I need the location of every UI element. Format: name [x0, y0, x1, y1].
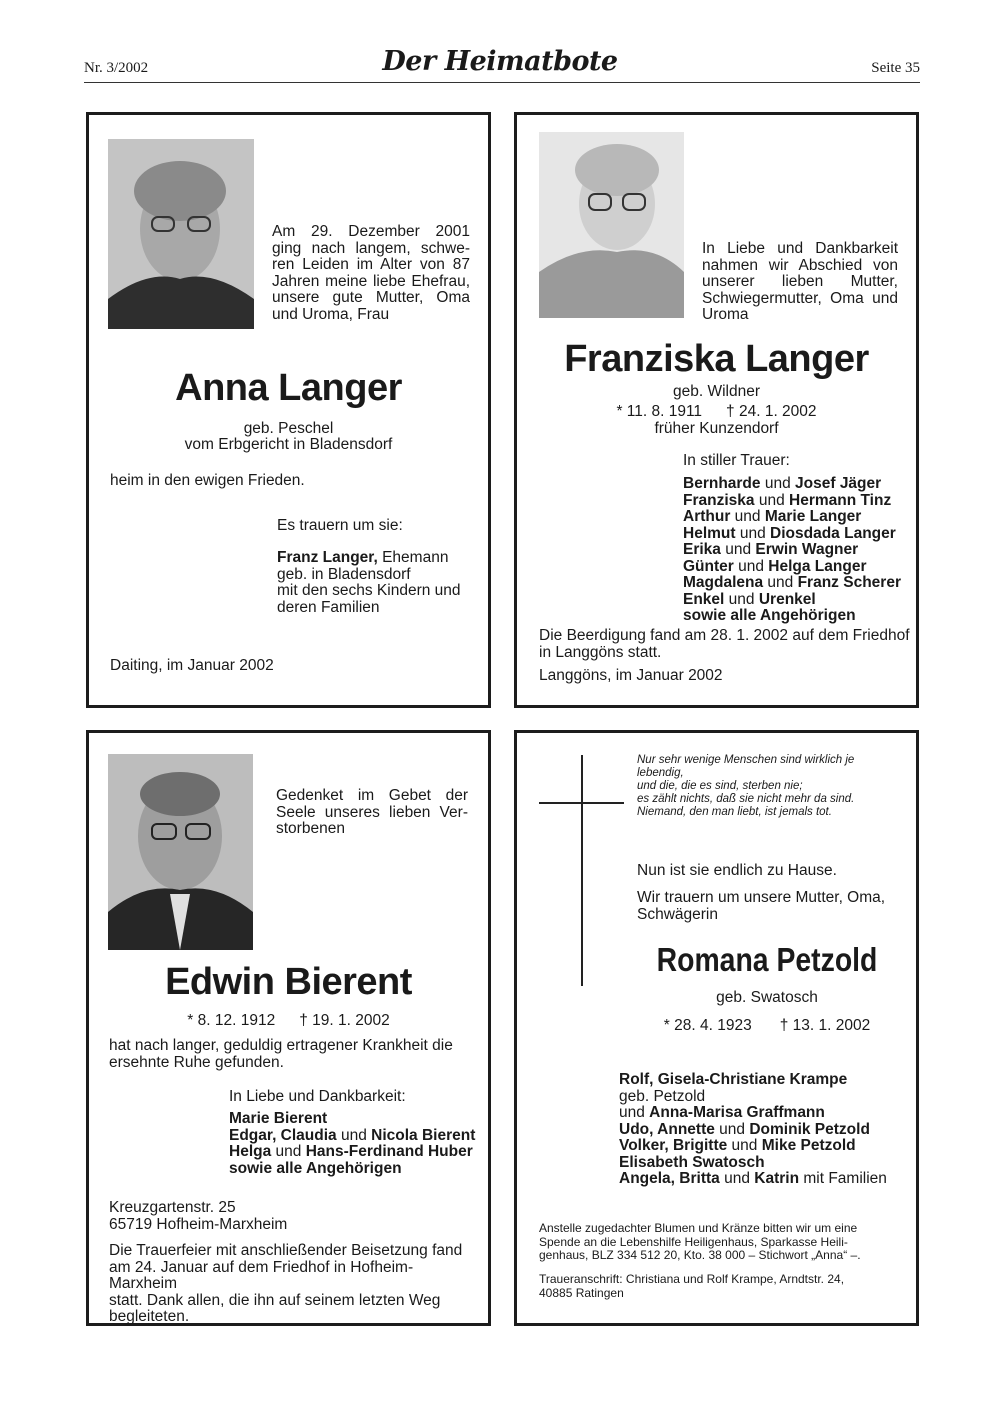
maiden-name: geb. Wildner	[672, 383, 760, 400]
list-item: Helga und Hans-Ferdinand Huber	[229, 1143, 473, 1160]
portrait-photo	[539, 132, 684, 318]
list-item: Bernharde und Josef Jäger	[683, 475, 882, 492]
death-date: † 13. 1. 2002	[779, 1017, 871, 1034]
portrait-photo	[108, 754, 253, 950]
family-list	[619, 1072, 887, 1188]
birth-date: * 11. 8. 1911	[616, 403, 703, 420]
list-item: Günter und Helga Langer	[683, 557, 867, 575]
maiden-name: geb. Swatosch	[716, 989, 818, 1006]
origin-text: vom Erbgericht in Bladensdorf	[184, 436, 393, 453]
obituary-romana-petzold	[514, 730, 919, 1326]
header-rule	[84, 82, 920, 83]
life-dates	[89, 1013, 488, 1030]
list-item: Franziska und Hermann Tinz	[683, 491, 892, 509]
maiden-name: geb. Peschel	[243, 420, 334, 437]
intro-text: Gedenket im Gebet der Seele unseres lieben Ver- storbenen	[276, 787, 468, 837]
list-item: Udo, Annette und Dominik Petzold	[619, 1120, 870, 1138]
list-item: Volker, Brigitte und Mike Petzold	[619, 1137, 856, 1154]
place-date: Daiting, im Januar 2002	[110, 657, 274, 674]
deceased-name: Anna Langer	[175, 367, 402, 409]
cross-vertical	[581, 755, 583, 986]
poem: Nur sehr wenige Menschen sind wirklich je lebendig, und die, die es sind, sterben nie; es zählt nichts, daß sie nicht mehr da sind. Niemand, den man liebt, ist jemals tot.	[637, 754, 855, 818]
mourners-heading: Es trauern um sie:	[277, 517, 403, 534]
obituary-anna-langer	[86, 112, 491, 708]
list-item: Marie Bierent	[229, 1110, 328, 1127]
deceased-name: Franziska Langer	[564, 338, 869, 380]
life-dates	[637, 1018, 897, 1035]
list-item: sowie alle Angehörigen	[229, 1159, 402, 1177]
list-item: Enkel und Urenkel	[683, 590, 816, 608]
birth-date: * 28. 4. 1923	[663, 1017, 752, 1034]
mourners-list: Bernharde und Josef Jäger Franziska und Hermann Tinz Arthur und Marie Langer Helmut und Diosdada Langer Erika und Erwin Wagner Günter und Helga Langer Magdalena und Franz Scherer Enkel und Urenkel sowie alle Angehörigen	[683, 475, 901, 624]
peace-text: heim in den ewigen Frieden.	[110, 472, 305, 489]
list-item: geb. Petzold	[619, 1087, 706, 1105]
ceremony-text: Die Trauerfeier mit anschließender Beisetzung fand am 24. Januar auf dem Friedhof in Hofheim-Marxheim statt. Dank allen, die ihn auf seinem letzten Weg begleiteten.	[109, 1242, 463, 1325]
death-date: † 24. 1. 2002	[726, 403, 817, 420]
list-item: Helmut und Diosdada Langer	[683, 524, 896, 542]
mourners-list	[229, 1111, 475, 1177]
list-item: Arthur und Marie Langer	[683, 508, 862, 525]
page-number: Seite 35	[871, 60, 920, 76]
intro-text: In Liebe und Dankbarkeit nahmen wir Abschied von unserer lieben Mutter, Schwiegermutter, Oma und Uroma	[702, 240, 898, 323]
place-date: Langgöns, im Januar 2002	[539, 667, 723, 684]
deceased-name: Edwin Bierent	[165, 961, 412, 1003]
obituary-edwin-bierent	[86, 730, 491, 1326]
address: Kreuzgartenstr. 25 65719 Hofheim-Marxheim	[109, 1199, 288, 1233]
death-date: † 19. 1. 2002	[299, 1012, 390, 1029]
funeral-text: Die Beerdigung fand am 28. 1. 2002 auf dem Friedhof in Langgöns statt.	[539, 627, 910, 661]
list-item: Rolf, Gisela-Christiane Krampe	[619, 1071, 848, 1088]
list-item: Erika und Erwin Wagner	[683, 541, 859, 558]
funeral-address: Traueranschrift: Christiana und Rolf Krampe, Arndtstr. 24, 40885 Ratingen	[539, 1272, 845, 1300]
mourners-heading: In stiller Trauer:	[683, 452, 790, 469]
mourners-text: Franz Langer, Ehemann geb. in Bladensdorf mit den sechs Kindern und deren Familien	[277, 549, 461, 616]
list-item: Magdalena und Franz Scherer	[683, 574, 901, 591]
life-dates	[517, 404, 916, 421]
list-item: Angela, Britta und Katrin mit Familien	[619, 1170, 887, 1187]
cross-horizontal	[539, 802, 624, 804]
donation-text: Anstelle zugedachter Blumen und Kränze bitten wir um eine Spende an die Lebenshilfe Heiligenhaus, Sparkasse Heili- genhaus, BLZ 334 512 20, Kto. 38 000 – Stichwort „Anna“ –.	[539, 1221, 861, 1262]
thanks-heading: In Liebe und Dankbarkeit:	[229, 1088, 406, 1105]
intro-text: Am 29. Dezember 2001 ging nach langem, schwe- ren Leiden im Alter von 87 Jahren meine liebe Ehefrau, unsere gute Mutter, Oma und Uroma, Frau	[272, 223, 470, 323]
mourn-text: Wir trauern um unsere Mutter, Oma, Schwägerin	[637, 889, 886, 923]
list-item: Edgar, Claudia und Nicola Bierent	[229, 1126, 476, 1144]
list-item: Elisabeth Swatosch	[619, 1153, 765, 1171]
home-text: Nun ist sie endlich zu Hause.	[637, 862, 837, 879]
list-item: und Anna-Marisa Graffmann	[619, 1104, 825, 1121]
former-residence: früher Kunzendorf	[654, 420, 779, 437]
birth-date: * 8. 12. 1912	[187, 1012, 276, 1029]
obituary-franziska-langer	[514, 112, 919, 708]
issue-number: Nr. 3/2002	[84, 60, 149, 76]
portrait-photo	[108, 139, 254, 329]
rest-text: hat nach langer, geduldig ertragener Krankheit die ersehnte Ruhe gefunden.	[109, 1037, 453, 1071]
deceased-name: Romana Petzold	[656, 941, 878, 978]
newspaper-masthead: Der Heimatbote	[382, 46, 618, 77]
